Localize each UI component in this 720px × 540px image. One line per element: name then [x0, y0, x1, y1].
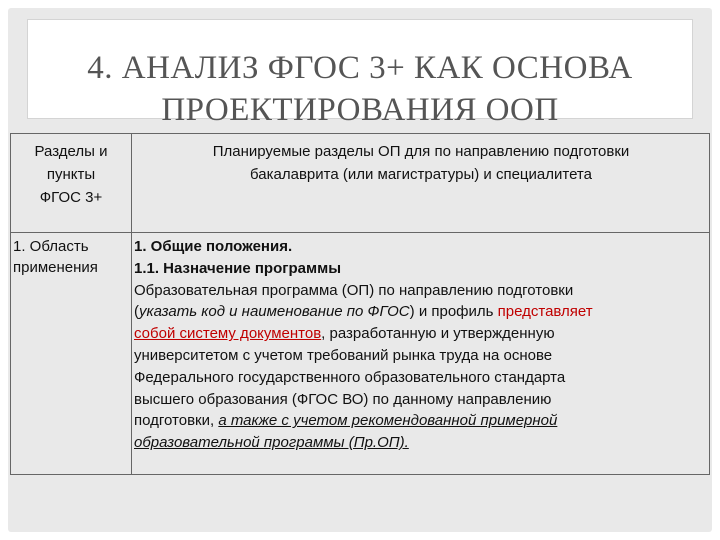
- slide-title-line-1: 4. АНАЛИЗ ФГОС 3+ КАК ОСНОВА: [87, 50, 633, 86]
- header-right-line: бакалаврита (или магистратуры) и специалитета: [250, 166, 592, 183]
- body-line: высшего образования (ФГОС ВО) по данному направлению: [134, 390, 552, 408]
- body-text: ) и профиль: [409, 303, 498, 321]
- italic-instruction: указать код и наименование по ФГОС: [139, 303, 410, 321]
- body-line: университетом с учетом требований рынка труда на основе: [134, 346, 553, 364]
- column-divider: [131, 134, 132, 474]
- header-left-line: Разделы и: [34, 143, 108, 160]
- row-left-line: 1. Область: [13, 238, 89, 255]
- slide-title-box: [27, 19, 693, 128]
- header-right-line: Планируемые разделы ОП для по направлению подготовки: [212, 143, 630, 160]
- slide-title-line-2: ПРОЕКТИРОВАНИЯ ООП: [161, 92, 559, 128]
- content-table: [10, 133, 710, 475]
- body-line: [134, 410, 702, 432]
- italic-underlined-line: образовательной программы (Пр.ОП).: [134, 434, 409, 452]
- header-cell-sections: [11, 140, 131, 209]
- highlighted-underlined-text: собой систему документов: [134, 325, 322, 343]
- body-text: , разработанную и утвержденную: [321, 325, 555, 343]
- row-cell-general-provisions: [134, 236, 702, 454]
- body-text: (: [134, 303, 139, 321]
- subsection-heading: 1.1. Назначение программы: [134, 259, 342, 277]
- highlighted-text: представляет: [497, 303, 593, 321]
- body-line: Образовательная программа (ОП) по направлению подготовки: [134, 281, 574, 299]
- body-line: Федерального государственного образовательного стандарта: [134, 368, 566, 386]
- section-heading: 1. Общие положения.: [134, 238, 293, 255]
- header-left-line: пункты: [46, 166, 96, 183]
- header-row-divider: [11, 232, 709, 233]
- body-text: подготовки,: [134, 412, 219, 430]
- header-left-line: ФГОС 3+: [39, 189, 103, 206]
- row-cell-scope: [13, 236, 129, 278]
- italic-underlined-text: а также с учетом рекомендованной примерной: [218, 412, 558, 430]
- body-line: [134, 301, 702, 323]
- body-line: [134, 323, 702, 345]
- header-cell-planned-sections: [133, 140, 709, 186]
- row-left-line: применения: [13, 259, 98, 276]
